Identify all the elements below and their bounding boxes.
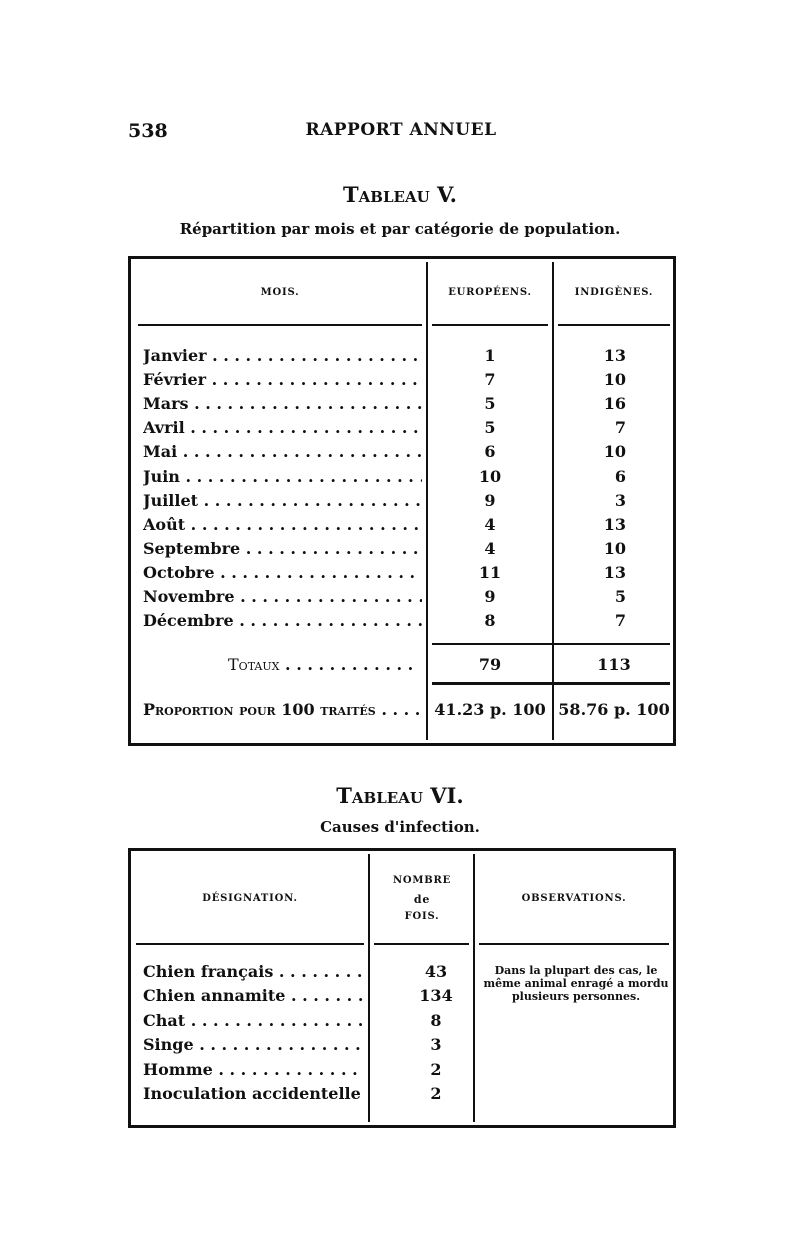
table5-row-europeens: 7 [484,370,496,389]
table5-col-europeens: EUROPÉENS. [448,287,532,298]
designation-text: Singe [143,1035,194,1054]
table5-row-indigenes: 5 [614,587,626,606]
table6-header-rule-2 [374,943,469,945]
table6-subtitle: Causes d'infection. [320,818,480,836]
table6-row-designation [143,1084,363,1103]
table6-row-designation [143,986,363,1005]
proportion-text: Proportion pour 100 traités [143,700,376,719]
table5-row-mois [143,418,422,437]
table5-row-indigenes: 13 [603,563,626,582]
table5-row-europeens: 9 [484,587,496,606]
mois-text: Août [143,515,186,534]
table6-row-designation [143,1011,363,1030]
table5-header-rule-3 [558,324,670,326]
table5-row-mois [143,563,422,582]
mois-text: Octobre [143,563,215,582]
table5-row-europeens: 10 [478,467,502,486]
table5-row-indigenes: 7 [614,611,626,630]
table5-row-europeens: 6 [484,442,496,461]
mois-text: Septembre [143,539,241,558]
table5-row-indigenes: 10 [603,539,626,558]
table5-row-indigenes: 6 [614,467,626,486]
table5-proportion-indigenes: 58.76 p. 100 [558,700,670,719]
table5-row-mois [143,539,422,558]
table6-row-nombre: 43 [424,962,448,981]
table5-row-indigenes: 7 [614,418,626,437]
table5-col-mois: MOIS. [260,287,300,298]
table5-divider-2 [552,262,554,740]
table5-row-mois [143,611,422,630]
mois-text: Avril [143,418,185,437]
mois-text: Février [143,370,207,389]
table5-header-rule-2 [432,324,548,326]
table6-col-nombre-2: de [413,893,431,906]
mois-text: Décembre [143,611,234,630]
table6-row-nombre: 134 [419,986,453,1005]
designation-text: Chien français [143,962,274,981]
mois-text: Mars [143,394,189,413]
table5-totaux-label [228,655,420,674]
table5-proportion-label [143,700,423,719]
table5-row-indigenes: 13 [603,346,626,365]
table5-title: Tableau V. [343,182,457,207]
table5-row-indigenes: 3 [614,491,626,510]
table6-row-designation [143,1035,363,1054]
table5-row-mois [143,491,422,510]
designation-text: Inoculation accidentelle [143,1084,361,1103]
mois-text: Juin [143,467,180,486]
mois-text: Novembre [143,587,235,606]
table5-row-indigenes: 13 [603,515,626,534]
table6-col-nombre-1: NOMBRE [392,875,452,886]
table5-row-indigenes: 16 [603,394,626,413]
table5-col-indigenes: INDIGÈNES. [574,287,654,298]
table6-row-nombre: 3 [430,1035,442,1054]
table5-proportion-europeens: 41.23 p. 100 [434,700,546,719]
table5-row-indigenes: 10 [603,442,626,461]
table6-header-rule-1 [136,943,364,945]
table5-row-europeens: 11 [478,563,502,582]
table6-col-nombre-3: FOIS. [404,911,440,922]
designation-text: Homme [143,1060,213,1079]
table5-row-mois [143,587,422,606]
table5-row-europeens: 5 [484,394,496,413]
table5-row-mois [143,346,422,365]
table5-row-europeens: 8 [484,611,496,630]
table5-row-europeens: 4 [484,539,496,558]
table5-totaux-europeens: 79 [478,655,502,674]
table5-header-rule-1 [138,324,422,326]
table5-totals-rule [432,643,670,645]
table6-header-rule-3 [479,943,669,945]
table5-row-mois [143,467,422,486]
table6-col-observations: OBSERVATIONS. [521,893,627,904]
table6-row-designation [143,1060,363,1079]
table5-row-europeens: 4 [484,515,496,534]
table6-col-designation: DÉSIGNATION. [202,893,298,904]
table5-totaux-indigenes: 113 [597,655,631,674]
mois-text: Mai [143,442,178,461]
table6-row-nombre: 8 [430,1011,442,1030]
table5-row-mois [143,370,422,389]
designation-text: Chien annamite [143,986,286,1005]
page-number: 538 [128,120,168,142]
table5-row-mois [143,442,422,461]
table5-row-mois [143,394,422,413]
table6-divider-1 [368,854,370,1122]
mois-text: Juillet [143,491,199,510]
table6-row-nombre: 2 [430,1060,442,1079]
page-header [128,120,674,144]
table5-row-europeens: 5 [484,418,496,437]
designation-text: Chat [143,1011,186,1030]
table6-title: Tableau VI. [336,783,464,808]
table5-subtitle: Répartition par mois et par catégorie de population. [179,220,621,238]
table6-row-designation [143,962,363,981]
table5-row-indigenes: 10 [603,370,626,389]
running-title: RAPPORT ANNUEL [305,120,497,140]
table5-divider-1 [426,262,428,740]
mois-text: Janvier [143,346,207,365]
table5-row-mois [143,515,422,534]
table5-row-europeens: 1 [484,346,496,365]
table6-row-nombre: 2 [430,1084,442,1103]
table5-proportion-rule [432,682,670,685]
totaux-text: Totaux [228,655,280,674]
table5-row-europeens: 9 [484,491,496,510]
table6-observation: Dans la plupart des cas, le même animal enragé a mordu plusieurs personnes. [483,964,669,1003]
